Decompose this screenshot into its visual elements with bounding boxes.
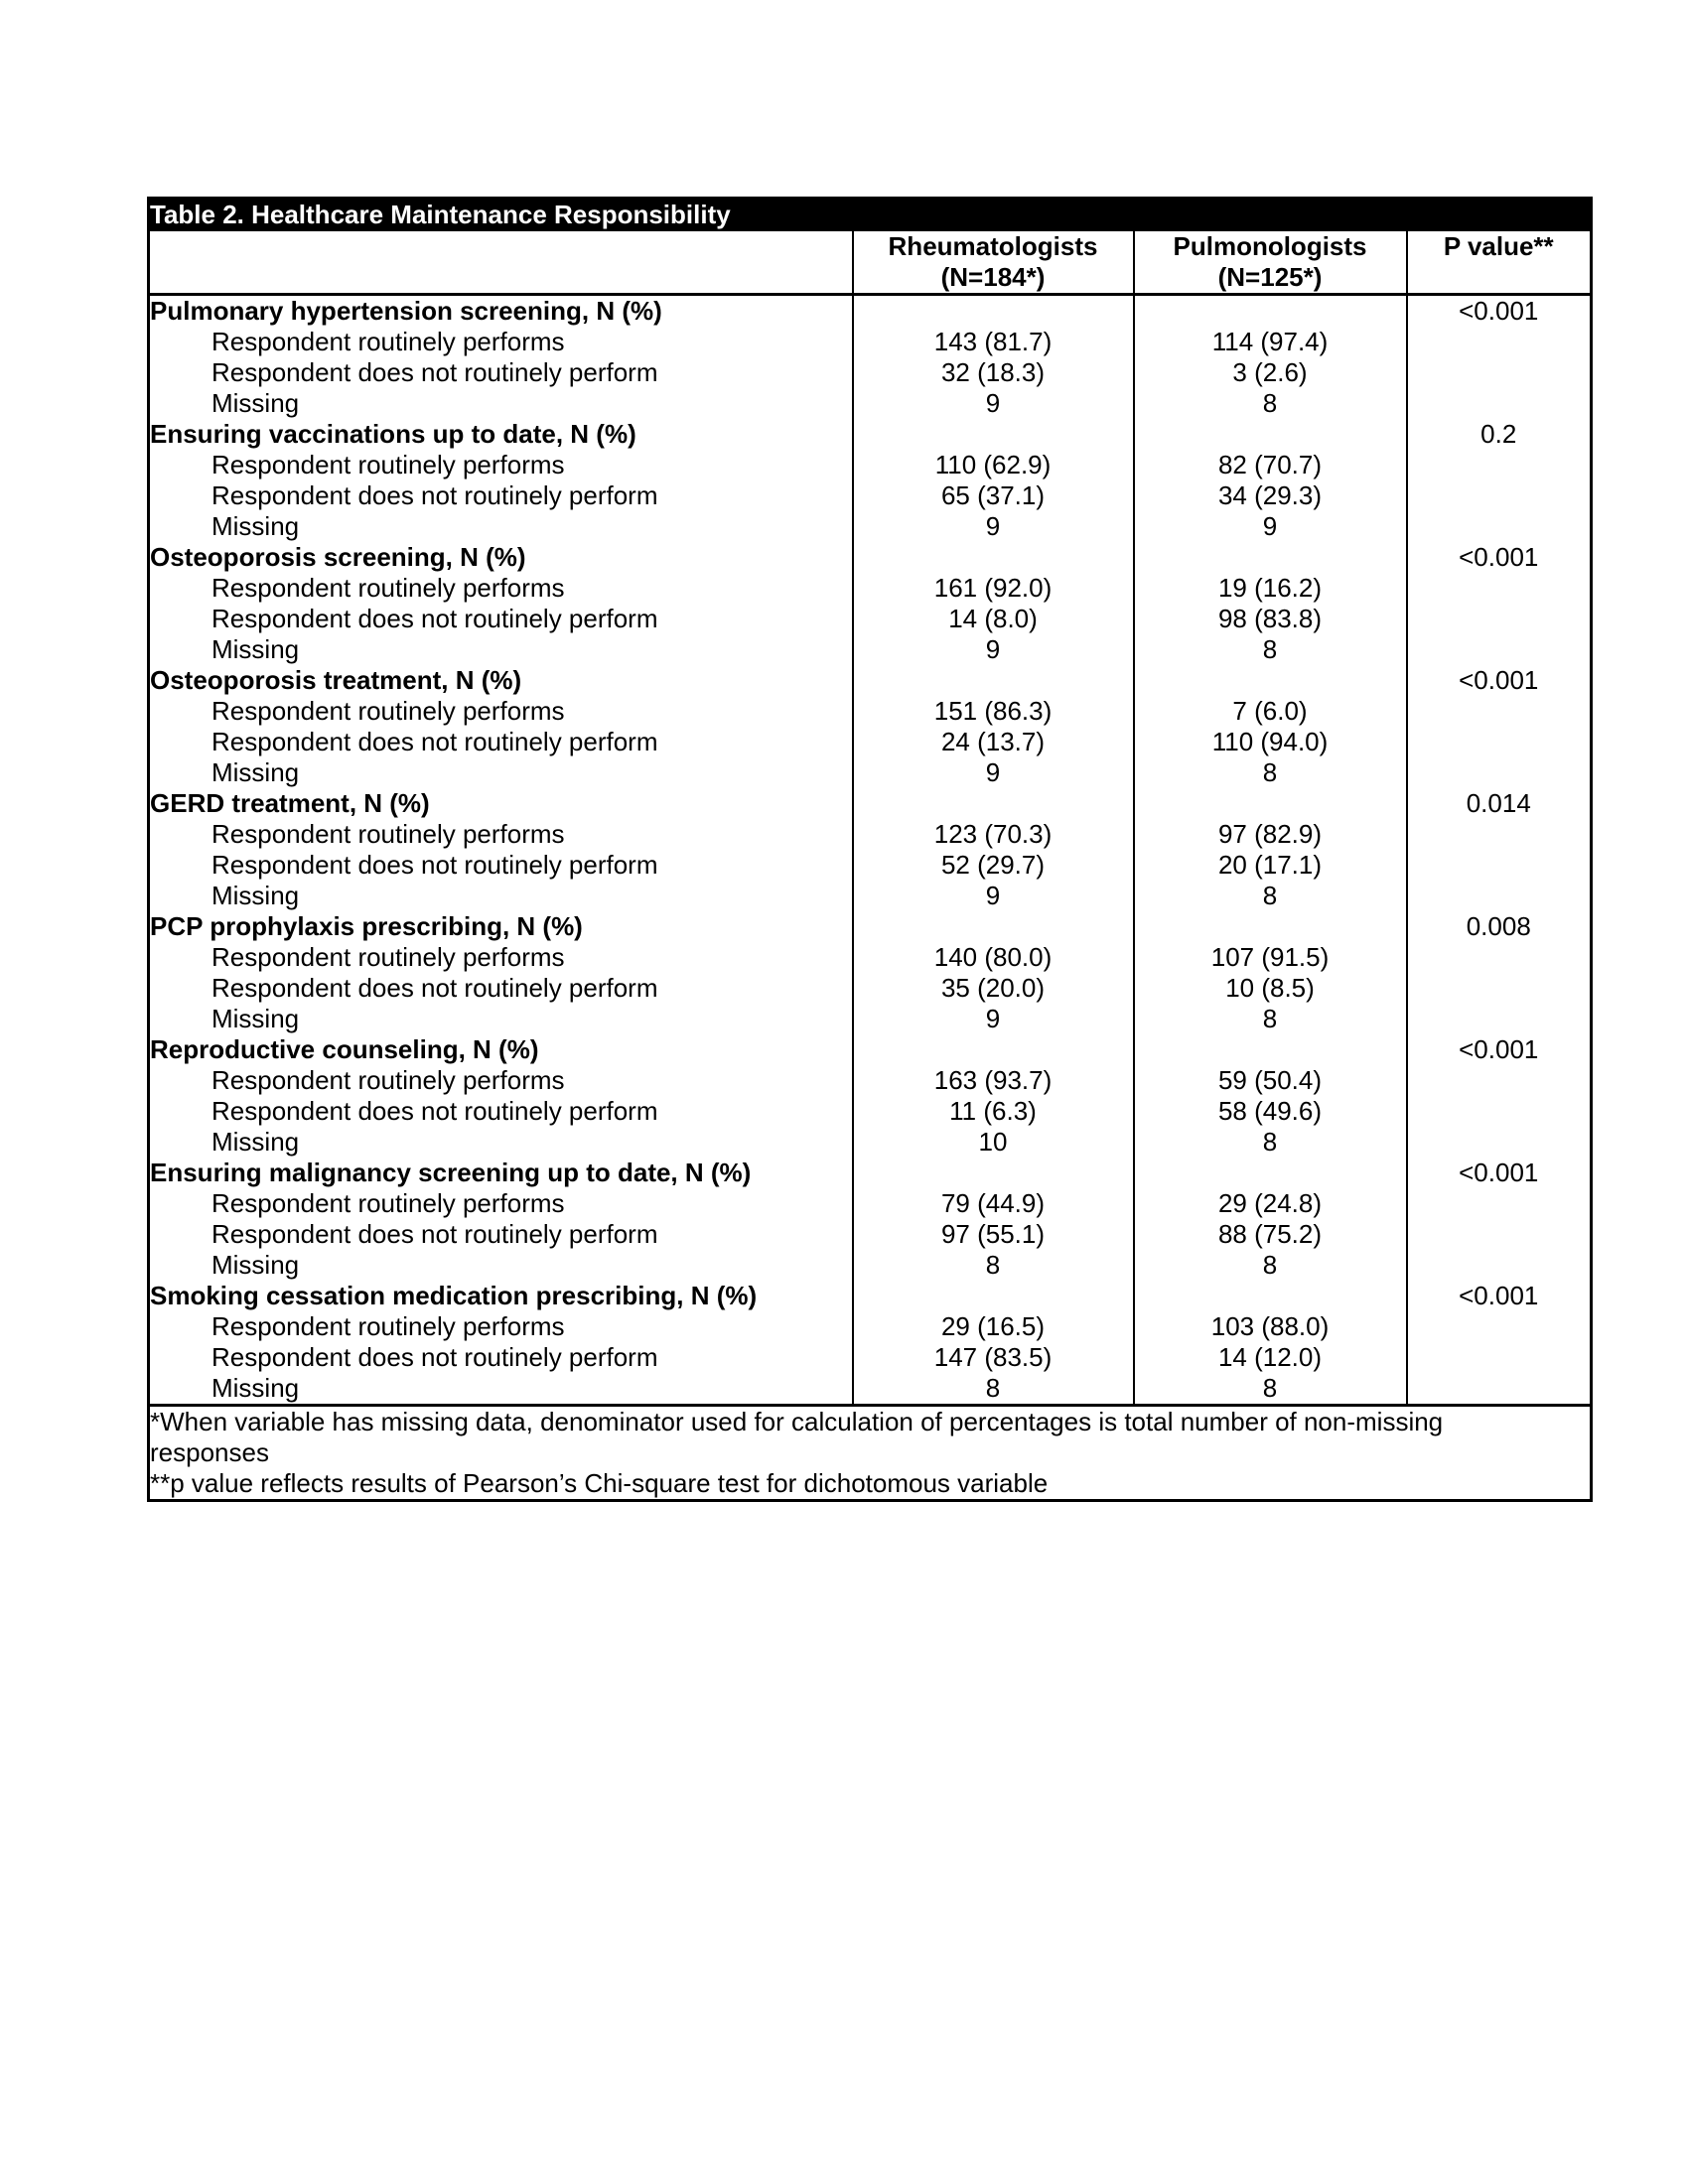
sub-row-missing bbox=[149, 1250, 1592, 1281]
empty-cell bbox=[1134, 1281, 1407, 1311]
empty-cell bbox=[1407, 942, 1592, 973]
p-value-cell: <0.001 bbox=[1407, 295, 1592, 328]
empty-cell bbox=[1407, 1311, 1592, 1342]
category-label: Osteoporosis treatment, N (%) bbox=[150, 665, 522, 695]
empty-cell bbox=[853, 911, 1134, 942]
header-rheumatologists bbox=[853, 231, 1134, 295]
row-label: Missing bbox=[211, 1250, 300, 1280]
header-rheumatologists-n: (N=184*) bbox=[940, 262, 1046, 292]
pulm-value: 88 (75.2) bbox=[1134, 1219, 1407, 1250]
header-pulmonologists-name: Pulmonologists bbox=[1173, 231, 1367, 261]
rheum-value: 52 (29.7) bbox=[853, 850, 1134, 881]
rheum-value: 151 (86.3) bbox=[853, 696, 1134, 727]
pulm-value: 114 (97.4) bbox=[1134, 327, 1407, 357]
p-value-cell: <0.001 bbox=[1407, 1034, 1592, 1065]
row-label: Respondent does not routinely perform bbox=[211, 1342, 658, 1372]
empty-cell bbox=[1134, 911, 1407, 942]
rheum-value: 11 (6.3) bbox=[853, 1096, 1134, 1127]
pulm-value: 97 (82.9) bbox=[1134, 819, 1407, 850]
rheum-value: 143 (81.7) bbox=[853, 327, 1134, 357]
rheum-value: 9 bbox=[853, 757, 1134, 788]
row-label: Respondent does not routinely perform bbox=[211, 357, 658, 387]
category-row bbox=[149, 419, 1592, 450]
pulm-value: 3 (2.6) bbox=[1134, 357, 1407, 388]
rheum-value: 9 bbox=[853, 1004, 1134, 1034]
sub-row-performs bbox=[149, 942, 1592, 973]
empty-cell bbox=[853, 1034, 1134, 1065]
rheum-value: 14 (8.0) bbox=[853, 604, 1134, 634]
row-label: Respondent routinely performs bbox=[211, 1311, 565, 1341]
sub-row-not-performs bbox=[149, 1096, 1592, 1127]
sub-row-performs bbox=[149, 1065, 1592, 1096]
pulm-value: 19 (16.2) bbox=[1134, 573, 1407, 604]
empty-cell bbox=[1134, 542, 1407, 573]
table-title-row bbox=[149, 199, 1592, 232]
empty-cell bbox=[1407, 327, 1592, 357]
row-label: Missing bbox=[211, 1004, 300, 1033]
header-empty-cell bbox=[149, 231, 853, 295]
empty-cell bbox=[1134, 788, 1407, 819]
row-label: Missing bbox=[211, 881, 300, 910]
empty-cell bbox=[1407, 850, 1592, 881]
row-label: Respondent routinely performs bbox=[211, 696, 565, 726]
empty-cell bbox=[1134, 1158, 1407, 1188]
empty-cell bbox=[1407, 1127, 1592, 1158]
rheum-value: 79 (44.9) bbox=[853, 1188, 1134, 1219]
category-label: Reproductive counseling, N (%) bbox=[150, 1034, 539, 1064]
table-2-healthcare-maintenance bbox=[147, 197, 1590, 1502]
rheum-value: 9 bbox=[853, 881, 1134, 911]
sub-row-missing bbox=[149, 1004, 1592, 1034]
p-value-cell: <0.001 bbox=[1407, 1158, 1592, 1188]
sub-row-missing bbox=[149, 388, 1592, 419]
header-pulmonologists bbox=[1134, 231, 1407, 295]
empty-cell bbox=[1407, 511, 1592, 542]
rheum-value: 140 (80.0) bbox=[853, 942, 1134, 973]
category-label: Ensuring malignancy screening up to date, N (%) bbox=[150, 1158, 752, 1187]
empty-cell bbox=[1134, 1034, 1407, 1065]
empty-cell bbox=[1407, 357, 1592, 388]
empty-cell bbox=[1407, 480, 1592, 511]
rheum-value: 65 (37.1) bbox=[853, 480, 1134, 511]
sub-row-missing bbox=[149, 511, 1592, 542]
rheum-value: 147 (83.5) bbox=[853, 1342, 1134, 1373]
empty-cell bbox=[1407, 450, 1592, 480]
empty-cell bbox=[1407, 881, 1592, 911]
pulm-value: 8 bbox=[1134, 1250, 1407, 1281]
empty-cell bbox=[1407, 1004, 1592, 1034]
empty-cell bbox=[853, 419, 1134, 450]
row-label: Missing bbox=[211, 634, 300, 664]
pulm-value: 58 (49.6) bbox=[1134, 1096, 1407, 1127]
empty-cell bbox=[1134, 665, 1407, 696]
empty-cell bbox=[853, 1158, 1134, 1188]
row-label: Respondent routinely performs bbox=[211, 327, 565, 356]
p-value-cell: <0.001 bbox=[1407, 665, 1592, 696]
category-row bbox=[149, 542, 1592, 573]
row-label: Respondent does not routinely perform bbox=[211, 850, 658, 880]
rheum-value: 8 bbox=[853, 1373, 1134, 1406]
rheum-value: 9 bbox=[853, 388, 1134, 419]
sub-row-missing bbox=[149, 1127, 1592, 1158]
rheum-value: 8 bbox=[853, 1250, 1134, 1281]
footnote-line: responses bbox=[150, 1437, 269, 1467]
empty-cell bbox=[1407, 604, 1592, 634]
sub-row-not-performs bbox=[149, 480, 1592, 511]
sub-row-not-performs bbox=[149, 850, 1592, 881]
rheum-value: 97 (55.1) bbox=[853, 1219, 1134, 1250]
category-label: GERD treatment, N (%) bbox=[150, 788, 430, 818]
p-value-cell: 0.008 bbox=[1407, 911, 1592, 942]
row-label: Respondent does not routinely perform bbox=[211, 1219, 658, 1249]
p-value-cell: <0.001 bbox=[1407, 542, 1592, 573]
empty-cell bbox=[1407, 696, 1592, 727]
sub-row-performs bbox=[149, 696, 1592, 727]
category-row bbox=[149, 665, 1592, 696]
rheum-value: 9 bbox=[853, 511, 1134, 542]
sub-row-not-performs bbox=[149, 604, 1592, 634]
empty-cell bbox=[853, 295, 1134, 328]
sub-row-not-performs bbox=[149, 1219, 1592, 1250]
pulm-value: 10 (8.5) bbox=[1134, 973, 1407, 1004]
empty-cell bbox=[1407, 1065, 1592, 1096]
pulm-value: 59 (50.4) bbox=[1134, 1065, 1407, 1096]
pulm-value: 8 bbox=[1134, 388, 1407, 419]
rheum-value: 24 (13.7) bbox=[853, 727, 1134, 757]
row-label: Respondent routinely performs bbox=[211, 450, 565, 479]
empty-cell bbox=[1407, 1342, 1592, 1373]
rheum-value: 10 bbox=[853, 1127, 1134, 1158]
sub-row-not-performs bbox=[149, 1342, 1592, 1373]
rheum-value: 163 (93.7) bbox=[853, 1065, 1134, 1096]
row-label: Respondent does not routinely perform bbox=[211, 973, 658, 1003]
sub-row-not-performs bbox=[149, 973, 1592, 1004]
category-row bbox=[149, 295, 1592, 328]
pulm-value: 103 (88.0) bbox=[1134, 1311, 1407, 1342]
empty-cell bbox=[1407, 1373, 1592, 1406]
sub-row-performs bbox=[149, 450, 1592, 480]
row-label: Respondent does not routinely perform bbox=[211, 604, 658, 633]
category-row bbox=[149, 911, 1592, 942]
row-label: Respondent does not routinely perform bbox=[211, 727, 658, 756]
empty-cell bbox=[1134, 419, 1407, 450]
row-label: Respondent does not routinely perform bbox=[211, 1096, 658, 1126]
category-row bbox=[149, 1158, 1592, 1188]
empty-cell bbox=[853, 665, 1134, 696]
row-label: Respondent routinely performs bbox=[211, 819, 565, 849]
pulm-value: 8 bbox=[1134, 1127, 1407, 1158]
pulm-value: 107 (91.5) bbox=[1134, 942, 1407, 973]
pulm-value: 110 (94.0) bbox=[1134, 727, 1407, 757]
sub-row-performs bbox=[149, 1188, 1592, 1219]
sub-row-performs bbox=[149, 819, 1592, 850]
pulm-value: 8 bbox=[1134, 1004, 1407, 1034]
sub-row-missing bbox=[149, 757, 1592, 788]
category-label: Smoking cessation medication prescribing, N (%) bbox=[150, 1281, 758, 1310]
footnotes bbox=[149, 1406, 1592, 1501]
pulm-value: 9 bbox=[1134, 511, 1407, 542]
sub-row-missing bbox=[149, 1373, 1592, 1406]
empty-cell bbox=[1407, 1188, 1592, 1219]
pulm-value: 8 bbox=[1134, 881, 1407, 911]
category-label: Osteoporosis screening, N (%) bbox=[150, 542, 526, 572]
empty-cell bbox=[1407, 757, 1592, 788]
pulm-value: 29 (24.8) bbox=[1134, 1188, 1407, 1219]
footnote-line: **p value reflects results of Pearson’s Chi-square test for dichotomous variable bbox=[150, 1468, 1049, 1498]
empty-cell bbox=[1407, 1219, 1592, 1250]
row-label: Respondent routinely performs bbox=[211, 573, 565, 603]
sub-row-missing bbox=[149, 881, 1592, 911]
pulm-value: 8 bbox=[1134, 757, 1407, 788]
sub-row-performs bbox=[149, 1311, 1592, 1342]
empty-cell bbox=[1407, 1096, 1592, 1127]
empty-cell bbox=[1407, 634, 1592, 665]
table-title: Table 2. Healthcare Maintenance Responsibility bbox=[149, 199, 1592, 232]
p-value-cell: <0.001 bbox=[1407, 1281, 1592, 1311]
rheum-value: 9 bbox=[853, 634, 1134, 665]
pulm-value: 7 (6.0) bbox=[1134, 696, 1407, 727]
empty-cell bbox=[1407, 573, 1592, 604]
sub-row-performs bbox=[149, 327, 1592, 357]
row-label: Missing bbox=[211, 511, 300, 541]
empty-cell bbox=[853, 542, 1134, 573]
p-value-cell: 0.2 bbox=[1407, 419, 1592, 450]
sub-row-missing bbox=[149, 634, 1592, 665]
empty-cell bbox=[1134, 295, 1407, 328]
footnote-line: *When variable has missing data, denominator used for calculation of percentages is total number of non-missing bbox=[150, 1407, 1444, 1436]
p-value-cell: 0.014 bbox=[1407, 788, 1592, 819]
category-label: Pulmonary hypertension screening, N (%) bbox=[150, 296, 662, 326]
rheum-value: 110 (62.9) bbox=[853, 450, 1134, 480]
empty-cell bbox=[1407, 388, 1592, 419]
pulm-value: 8 bbox=[1134, 634, 1407, 665]
column-header-row bbox=[149, 231, 1592, 295]
pulm-value: 82 (70.7) bbox=[1134, 450, 1407, 480]
row-label: Missing bbox=[211, 388, 300, 418]
empty-cell bbox=[1407, 973, 1592, 1004]
empty-cell bbox=[853, 788, 1134, 819]
pulm-value: 8 bbox=[1134, 1373, 1407, 1406]
healthcare-maintenance-table bbox=[147, 197, 1593, 1502]
category-row bbox=[149, 1034, 1592, 1065]
sub-row-performs bbox=[149, 573, 1592, 604]
category-label: PCP prophylaxis prescribing, N (%) bbox=[150, 911, 583, 941]
row-label: Respondent routinely performs bbox=[211, 1188, 565, 1218]
rheum-value: 29 (16.5) bbox=[853, 1311, 1134, 1342]
category-row bbox=[149, 788, 1592, 819]
footnote-row bbox=[149, 1406, 1592, 1501]
pulm-value: 14 (12.0) bbox=[1134, 1342, 1407, 1373]
empty-cell bbox=[1407, 1250, 1592, 1281]
sub-row-not-performs bbox=[149, 727, 1592, 757]
empty-cell bbox=[1407, 727, 1592, 757]
header-rheumatologists-name: Rheumatologists bbox=[888, 231, 1098, 261]
rheum-value: 161 (92.0) bbox=[853, 573, 1134, 604]
sub-row-not-performs bbox=[149, 357, 1592, 388]
rheum-value: 35 (20.0) bbox=[853, 973, 1134, 1004]
header-p-value: P value** bbox=[1407, 231, 1592, 295]
pulm-value: 34 (29.3) bbox=[1134, 480, 1407, 511]
row-label: Missing bbox=[211, 757, 300, 787]
empty-cell bbox=[1407, 819, 1592, 850]
row-label: Missing bbox=[211, 1127, 300, 1157]
row-label: Missing bbox=[211, 1373, 300, 1403]
pulm-value: 20 (17.1) bbox=[1134, 850, 1407, 881]
header-pulmonologists-n: (N=125*) bbox=[1217, 262, 1323, 292]
row-label: Respondent routinely performs bbox=[211, 1065, 565, 1095]
rheum-value: 123 (70.3) bbox=[853, 819, 1134, 850]
category-row bbox=[149, 1281, 1592, 1311]
pulm-value: 98 (83.8) bbox=[1134, 604, 1407, 634]
empty-cell bbox=[853, 1281, 1134, 1311]
category-label: Ensuring vaccinations up to date, N (%) bbox=[150, 419, 636, 449]
row-label: Respondent does not routinely perform bbox=[211, 480, 658, 510]
row-label: Respondent routinely performs bbox=[211, 942, 565, 972]
rheum-value: 32 (18.3) bbox=[853, 357, 1134, 388]
